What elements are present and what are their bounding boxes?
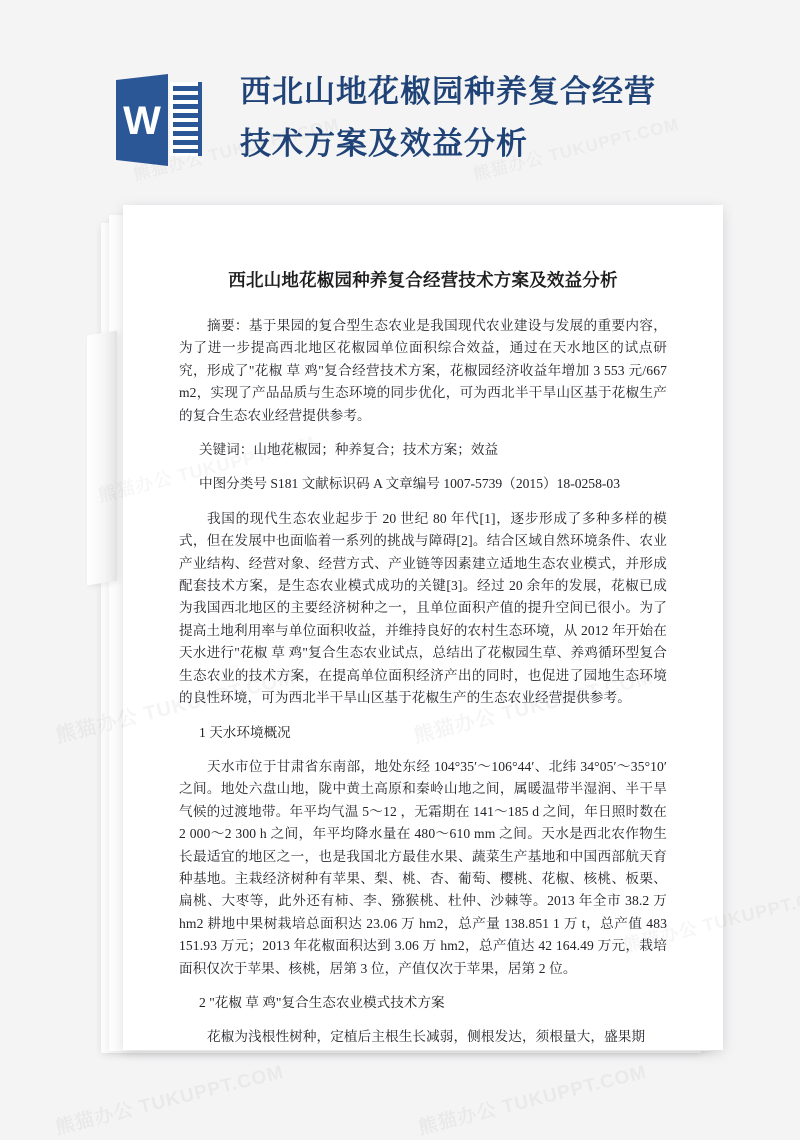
- keywords-line: 关键词：山地花椒园；种养复合；技术方案；效益: [199, 442, 499, 458]
- page-header: [0, 0, 800, 200]
- classification-line: 中图分类号 S181 文献标识码 A 文章编号 1007-5739（2015）18-0258-03: [199, 476, 621, 492]
- watermark-footer-left: [52, 1057, 286, 1140]
- header-title-line-1: 西北山地花椒园种养复合经营: [240, 74, 656, 109]
- svg-text:W: W: [123, 99, 161, 143]
- section-2-paragraph: 花椒为浅根性树种，定植后主根生长减弱，侧根发达，须根量大，盛果期: [207, 1029, 646, 1045]
- document-page[interactable]: [123, 205, 723, 1050]
- abstract-paragraph: 摘要：基于果园的复合型生态农业是我国现代农业建设与发展的重要内容，为了进一步提高西北地区花椒园单位面积综合效益，通过在天水地区的试点研究，形成了"花椒 草 鸡"复合经营技术方案，花椒园经济收益年增加 3 553 元/667 m2，实现了产品品质与生态环境的同步优化，可为西北半干旱山区基于花椒生产的复合生态农业经营提供参考。: [179, 318, 667, 423]
- section-1-heading: 1 天水环境概况: [199, 724, 291, 740]
- watermark-footer-right: [415, 1057, 649, 1140]
- section-1-paragraph: 天水市位于甘肃省东南部，地处东经 104°35′～106°44′、北纬 34°05′～35°10′之间。地处六盘山地，陇中黄土高原和秦岭山地之间，属暖温带半湿润、半干旱气候的过渡地带。年平均气温 5～12 ，无霜期在 141～185 d 之间，年日照时数在 2 000～2 300 h 之间，年平均降水量在 480～610 mm 之间。天水是西北农作物生长最适宜的地区之一，也是我国北方最佳水果、蔬菜生产基地和中国西部航天育种基地。主栽经济树种有苹果、梨、桃、杏、葡萄、樱桃、花椒、核桃、板栗、扁桃、大枣等，此外还有柿、李、猕猴桃、杜仲、沙棘等。2013 年全市 38.2 万 hm2 耕地中果树栽培总面积达 23.06 万 hm2，总产量 138.851 1 万 t，总产值 483 151.93 万元；2013 年花椒面积达到 3.06 万 hm2，总产值达 42 164.49 万元，栽培面积仅次于苹果、核桃，居第 3 位，产值仅次于苹果，居第 2 位。: [179, 758, 667, 976]
- header-title-line-2: 技术方案及效益分析: [240, 126, 528, 161]
- document-title: 西北山地花椒园种养复合经营技术方案及效益分析: [228, 270, 618, 290]
- document-preview-stack[interactable]: [95, 205, 715, 1065]
- header-title: [240, 66, 770, 170]
- body-paragraph-1: 我国的现代生态农业起步于 20 世纪 80 年代[1]，逐步形成了多种多样的模式，但在发展中也面临着一系列的挑战与障碍[2]。结合区域自然环境条件、农业产业结构、经营对象、经营方式、产业链等因素建立适地生态农业模式，并形成配套技术方案，是生态农业模式成功的关键[3]。经过 20 余年的发展，花椒已成为我国西北地区的主要经济树种之一，且单位面积产值的提升空间已很小。为了提高土地利用率与单位面积收益，并维持良好的农村生态环境，从 2012 年开始在天水进行"花椒 草 鸡"复合生态农业试点，总结出了花椒园生草、养鸡循环型复合生态农业的技术方案，在提高单位面积经济产出的同时，也促进了园地生态环境的良性环境，可为西北半干旱山区基于花椒生产的生态农业经营提供参考。: [179, 510, 667, 706]
- section-2-heading: 2 "花椒 草 鸡"复合生态农业模式技术方案: [199, 994, 445, 1010]
- microsoft-word-icon: [112, 72, 204, 168]
- page-curl-edge: [87, 331, 117, 586]
